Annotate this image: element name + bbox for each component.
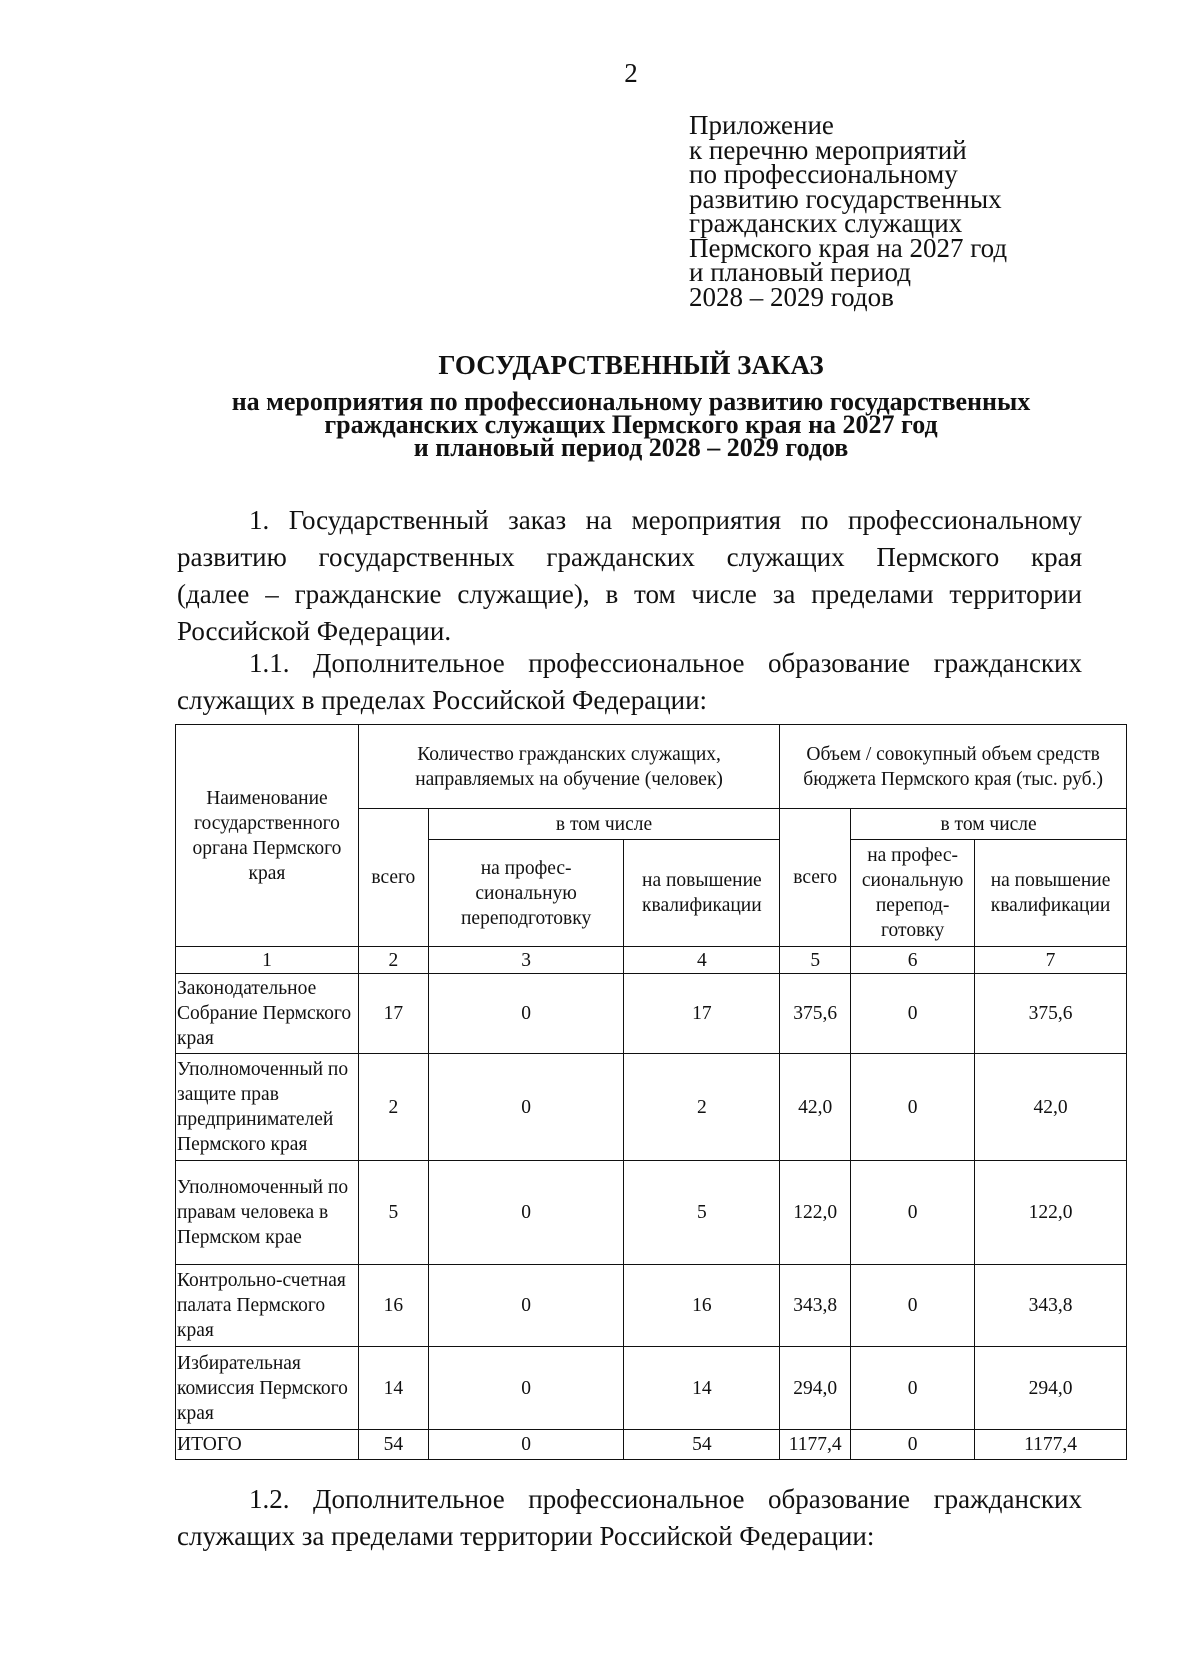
cell-qualification-budget: 122,0 <box>975 1161 1127 1265</box>
cell-total-budget: 343,8 <box>780 1265 851 1347</box>
cell-qualification-count: 17 <box>624 974 780 1054</box>
cell-retraining-budget: 0 <box>851 974 975 1054</box>
page-number: 2 <box>624 58 638 88</box>
column-number: 1 <box>176 947 359 974</box>
cell-retraining-count: 0 <box>428 1265 624 1347</box>
agency-name: Законодательное Собрание Пермского края <box>176 974 359 1054</box>
column-number: 3 <box>428 947 624 974</box>
cell-qualification-budget: 1177,4 <box>975 1430 1127 1460</box>
subtitle-line: на мероприятия по профессиональному развитию государственных <box>231 387 1031 416</box>
cell-retraining-budget: 0 <box>851 1347 975 1430</box>
cell-total-count: 14 <box>358 1347 428 1430</box>
cell-total-budget: 294,0 <box>780 1347 851 1430</box>
cell-retraining-budget: 0 <box>851 1430 975 1460</box>
header-employee-count: Количество гражданских служащих, направляемых на обучение (человек) <box>358 725 779 809</box>
state-order-table <box>175 724 1127 1460</box>
header-including-budget: в том числе <box>851 809 1127 840</box>
appendix-line: Пермского края на 2027 год <box>689 232 1008 263</box>
appendix-line: Приложение <box>689 110 834 140</box>
agency-name: Уполномоченный по защите прав предпринимателей Пермского края <box>176 1054 359 1161</box>
cell-qualification-budget: 375,6 <box>975 974 1127 1054</box>
header-total-count: всего <box>358 809 428 947</box>
cell-total-budget: 1177,4 <box>780 1430 851 1460</box>
paragraph-line: 1. Государственный заказ на мероприятия по профессиональному <box>249 505 1082 535</box>
cell-retraining-count: 0 <box>428 1347 624 1430</box>
cell-retraining-count: 0 <box>428 1161 624 1265</box>
cell-retraining-budget: 0 <box>851 1265 975 1347</box>
column-number: 4 <box>624 947 780 974</box>
total-row <box>176 1430 1127 1460</box>
cell-retraining-count: 0 <box>428 1054 624 1161</box>
cell-retraining-budget: 0 <box>851 1161 975 1265</box>
paragraph-line: служащих за пределами территории Российской Федерации: <box>177 1521 875 1551</box>
paragraph-line: развитию государственных гражданских служащих Пермского края <box>177 542 1082 572</box>
appendix-line: к перечню мероприятий <box>689 134 967 165</box>
cell-total-count: 16 <box>358 1265 428 1347</box>
document-title: ГОСУДАРСТВЕННЫЙ ЗАКАЗ <box>438 350 824 380</box>
cell-qualification-budget: 343,8 <box>975 1265 1127 1347</box>
document-subtitle <box>0 387 1200 462</box>
table-row <box>176 974 1127 1054</box>
appendix-note <box>689 110 1008 312</box>
header-total-budget: всего <box>780 809 851 947</box>
paragraph-1-2 <box>177 1481 1082 1555</box>
appendix-line: гражданских служащих <box>689 208 963 238</box>
paragraph-line: Российской Федерации. <box>177 616 452 646</box>
cell-qualification-budget: 42,0 <box>975 1054 1127 1161</box>
appendix-line: 2028 – 2029 годов <box>689 281 894 312</box>
cell-qualification-count: 14 <box>624 1347 780 1430</box>
table-row <box>176 1161 1127 1265</box>
cell-qualification-count: 5 <box>624 1161 780 1265</box>
cell-qualification-count: 54 <box>624 1430 780 1460</box>
paragraph-line: 1.2. Дополнительное профессиональное образование гражданских <box>249 1484 1082 1514</box>
cell-qualification-count: 16 <box>624 1265 780 1347</box>
appendix-line: и плановый период <box>689 257 911 287</box>
total-label: ИТОГО <box>176 1430 359 1460</box>
header-qualification-count: на повышение квалификации <box>624 840 780 947</box>
cell-total-count: 54 <box>358 1430 428 1460</box>
column-number-row <box>176 947 1127 974</box>
cell-total-count: 2 <box>358 1054 428 1161</box>
paragraph-line: (далее – гражданские служащие), в том числе за пределами территории <box>177 579 1082 609</box>
cell-qualification-budget: 294,0 <box>975 1347 1127 1430</box>
paragraph-line: 1.1. Дополнительное профессиональное образование гражданских <box>249 648 1082 678</box>
header-retraining-budget: на профес-сиональную перепод-готовку <box>851 840 975 947</box>
cell-total-budget: 42,0 <box>780 1054 851 1161</box>
appendix-line: по профессиональному <box>689 159 958 189</box>
header-including-count: в том числе <box>428 809 780 840</box>
cell-retraining-count: 0 <box>428 1430 624 1460</box>
cell-total-budget: 122,0 <box>780 1161 851 1265</box>
paragraph-1-1 <box>177 645 1082 719</box>
table-row <box>176 1347 1127 1430</box>
header-agency-name: Наименование государственного органа Пермского края <box>176 725 359 947</box>
column-number: 6 <box>851 947 975 974</box>
agency-name: Уполномоченный по правам человека в Пермском крае <box>176 1161 359 1265</box>
table-row <box>176 1054 1127 1161</box>
agency-name: Контрольно-счетная палата Пермского края <box>176 1265 359 1347</box>
paragraph-line: служащих в пределах Российской Федерации: <box>177 685 708 715</box>
cell-total-count: 5 <box>358 1161 428 1265</box>
subtitle-line: гражданских служащих Пермского края на 2027 год <box>324 410 938 439</box>
header-budget-volume: Объем / совокупный объем средств бюджета Пермского края (тыс. руб.) <box>780 725 1127 809</box>
cell-retraining-count: 0 <box>428 974 624 1054</box>
header-qualification-budget: на повышение квалификации <box>975 840 1127 947</box>
cell-retraining-budget: 0 <box>851 1054 975 1161</box>
cell-qualification-count: 2 <box>624 1054 780 1161</box>
table-row <box>176 1265 1127 1347</box>
appendix-line: развитию государственных <box>689 183 1002 214</box>
subtitle-line: и плановый период 2028 – 2029 годов <box>413 433 849 462</box>
agency-name: Избирательная комиссия Пермского края <box>176 1347 359 1430</box>
paragraph-1 <box>177 502 1082 650</box>
header-retraining-count: на профес-сиональную переподготовку <box>428 840 624 947</box>
cell-total-count: 17 <box>358 974 428 1054</box>
column-number: 2 <box>358 947 428 974</box>
cell-total-budget: 375,6 <box>780 974 851 1054</box>
column-number: 7 <box>975 947 1127 974</box>
column-number: 5 <box>780 947 851 974</box>
